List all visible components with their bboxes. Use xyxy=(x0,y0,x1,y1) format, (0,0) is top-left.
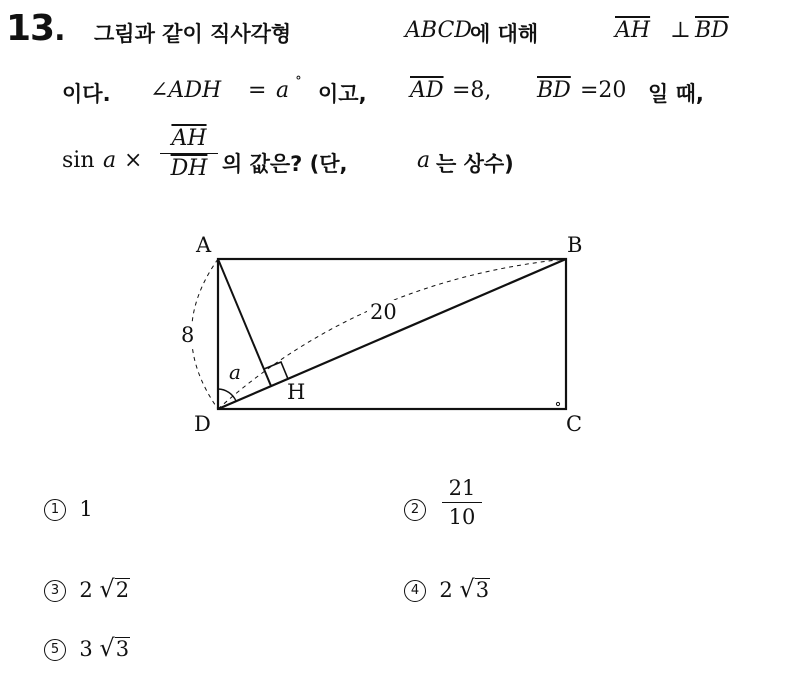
choice-2-fraction: 21 10 xyxy=(442,476,482,529)
times: × xyxy=(124,148,143,173)
angle-adh: ∠ADH xyxy=(150,78,222,103)
angle-arc xyxy=(218,389,236,401)
var-a: a xyxy=(103,148,117,173)
question-text: 이다. xyxy=(62,82,111,106)
right-angle-mark xyxy=(264,362,288,386)
segment-bd: $\overline{BD}$ xyxy=(537,78,571,103)
label-b-vertex: B xyxy=(567,233,583,257)
question-text: 의 값은? (단, xyxy=(222,152,348,176)
sin-func: sin xyxy=(62,148,95,173)
degree: ∘ xyxy=(295,70,302,86)
question-number: 13. xyxy=(6,8,65,49)
fraction-ah-dh: $\frac{\overline{AH}}{DH}$ xyxy=(160,126,218,181)
label-c-vertex: C xyxy=(566,412,583,436)
ad-value: =8, xyxy=(452,78,492,103)
label-angle-a: a xyxy=(229,360,241,384)
var-a: a xyxy=(417,148,431,173)
choice-4[interactable]: 4 2 √3 xyxy=(404,575,490,603)
label-a-vertex: A xyxy=(196,233,212,257)
choice-1[interactable]: 1 1 xyxy=(44,497,93,521)
bd-value: =20 xyxy=(580,78,627,103)
rect-name: ABCD xyxy=(405,18,472,43)
segment-bd: $\overline{BD}$ xyxy=(695,18,729,43)
dashed-arc-ad xyxy=(192,259,219,409)
diagonal-bd xyxy=(218,259,566,409)
equals: = xyxy=(248,78,267,103)
label-diag-bd: 20 xyxy=(367,300,400,324)
choice-2[interactable]: 2 xyxy=(404,497,426,521)
question-text: 일 때, xyxy=(648,82,704,106)
choice-3[interactable]: 3 2 √2 xyxy=(44,575,130,603)
segment-ah-line xyxy=(218,259,271,386)
question-text: 그림과 같이 직사각형 xyxy=(94,22,292,46)
question-text: 는 상수) xyxy=(436,152,514,176)
corner-mark xyxy=(556,402,559,405)
segment-ad: $\overline{AD}$ xyxy=(410,78,444,103)
segment-ah: $\overline{AH}$ xyxy=(615,18,651,43)
var-a: a xyxy=(276,78,290,103)
label-d-vertex: D xyxy=(194,412,211,436)
perp-symbol: ⊥ xyxy=(670,18,691,43)
label-h-point: H xyxy=(287,380,306,404)
question-text: 에 대해 xyxy=(470,22,539,46)
label-side-ad: 8 xyxy=(181,323,195,347)
question-text: 이고, xyxy=(318,82,367,106)
choice-5[interactable]: 5 3 √3 xyxy=(44,634,130,662)
